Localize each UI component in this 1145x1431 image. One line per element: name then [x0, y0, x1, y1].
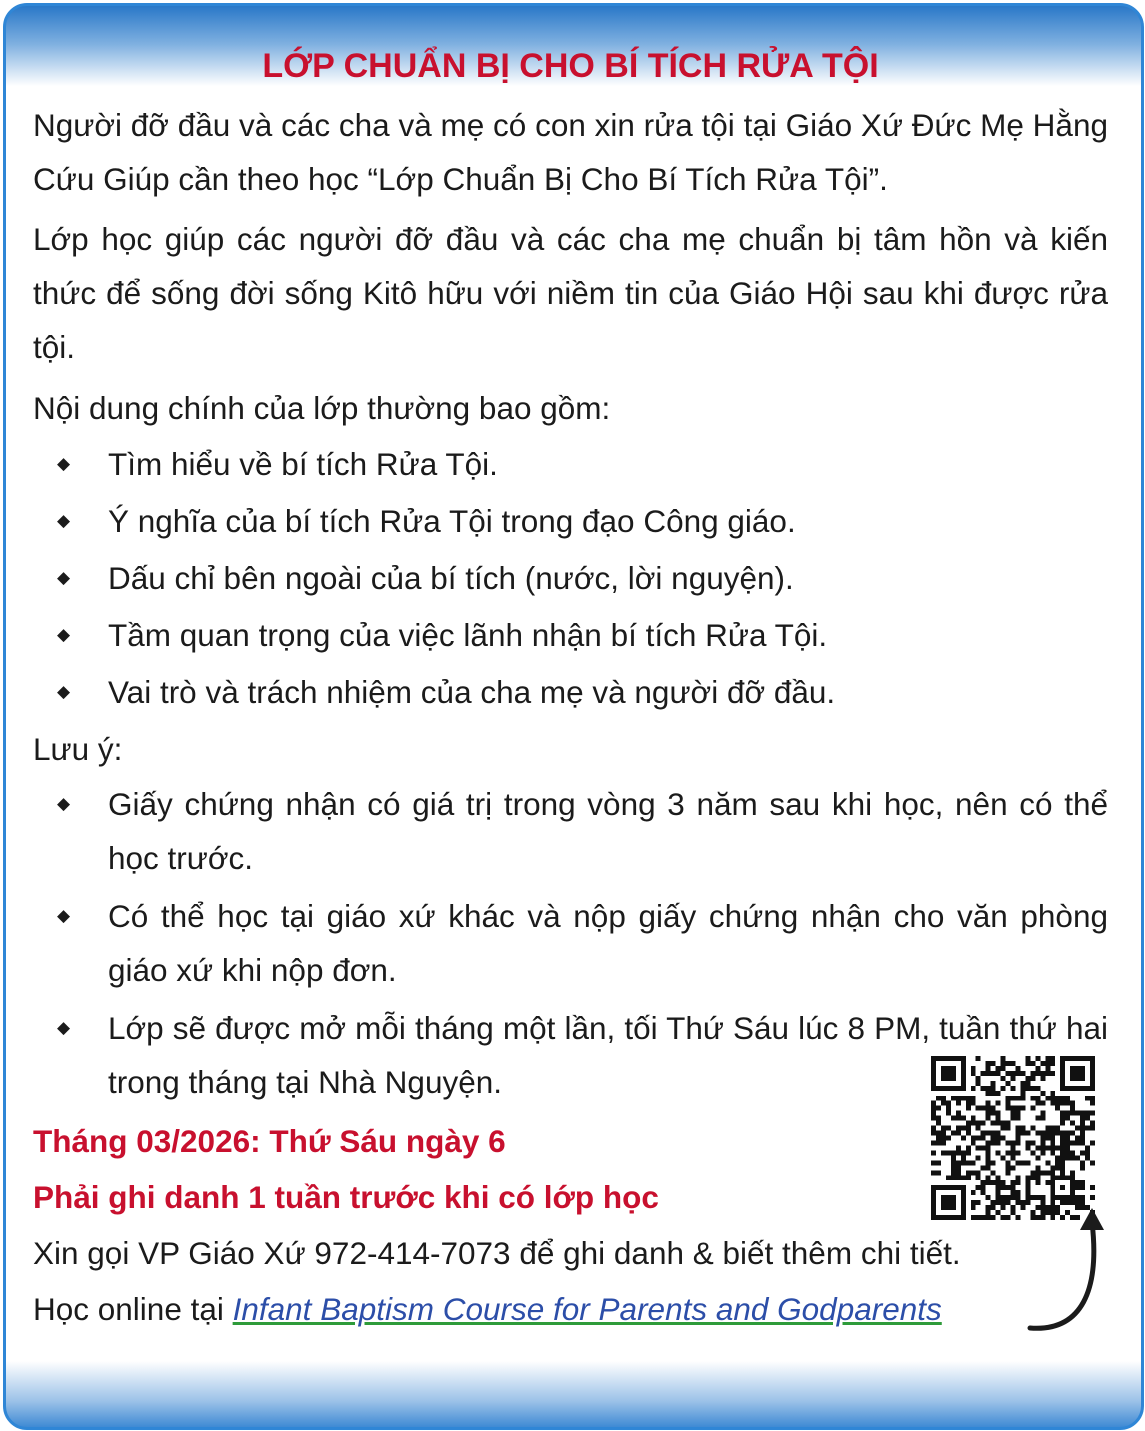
list-item: ◆ Tìm hiểu về bí tích Rửa Tội.: [33, 436, 1108, 492]
registration-note: Phải ghi danh 1 tuần trước khi có lớp học: [33, 1179, 659, 1215]
list-item: ◆ Dấu chỉ bên ngoài của bí tích (nước, lời nguyện).: [33, 550, 1108, 606]
intro-paragraph-1: Người đỡ đầu và các cha và mẹ có con xin rửa tội tại Giáo Xứ Đức Mẹ Hằng Cứu Giúp cần theo học “Lớp Chuẩn Bị Cho Bí Tích Rửa Tội”.: [33, 107, 1108, 197]
diamond-bullet-icon: ◆: [57, 906, 71, 925]
list-item: ◆ Lớp sẽ được mở mỗi tháng một lần, tối Thứ Sáu lúc 8 PM, tuần thứ hai trong tháng tại Nhà Nguyện.: [33, 1001, 1108, 1109]
diamond-bullet-icon: ◆: [57, 511, 71, 530]
diamond-bullet-icon: ◆: [57, 568, 71, 587]
online-line: Học online tại Infant Baptism Course for Parents and Godparents: [33, 1291, 942, 1327]
curved-arrow-icon: [1022, 1200, 1122, 1350]
diamond-bullet-icon: ◆: [57, 625, 71, 644]
list-item: ◆ Vai trò và trách nhiệm của cha mẹ và người đỡ đầu.: [33, 664, 1108, 720]
diamond-bullet-icon: ◆: [57, 454, 71, 473]
schedule-date: Tháng 03/2026: Thứ Sáu ngày 6: [33, 1123, 506, 1159]
diamond-bullet-icon: ◆: [57, 1018, 71, 1037]
notes-heading: Lưu ý:: [33, 731, 123, 767]
diamond-bullet-icon: ◆: [57, 682, 71, 701]
diamond-bullet-icon: ◆: [57, 794, 71, 813]
list-item: ◆ Tầm quan trọng của việc lãnh nhận bí tích Rửa Tội.: [33, 607, 1108, 663]
list-item: ◆ Có thể học tại giáo xứ khác và nộp giấy chứng nhận cho văn phòng giáo xứ khi nộp đơn.: [33, 889, 1108, 997]
list-item: ◆ Ý nghĩa của bí tích Rửa Tội trong đạo Công giáo.: [33, 493, 1108, 549]
list-item: ◆ Giấy chứng nhận có giá trị trong vòng 3 năm sau khi học, nên có thể học trước.: [33, 777, 1108, 885]
qr-code-icon[interactable]: [931, 1056, 1095, 1220]
contact-line: Xin gọi VP Giáo Xứ 972-414-7073 để ghi danh & biết thêm chi tiết.: [33, 1235, 961, 1271]
content-heading: Nội dung chính của lớp thường bao gồm:: [33, 390, 611, 426]
intro-paragraph-2: Lớp học giúp các người đỡ đầu và các cha mẹ chuẩn bị tâm hồn và kiến thức để sống đời sống Kitô hữu với niềm tin của Giáo Hội sau khi được rửa tội.: [33, 221, 1108, 365]
course-link[interactable]: Infant Baptism Course for Parents and Godparents: [232, 1291, 942, 1327]
content-list: [33, 436, 1108, 720]
page-title: LỚP CHUẨN BỊ CHO BÍ TÍCH RỬA TỘI: [262, 47, 879, 85]
